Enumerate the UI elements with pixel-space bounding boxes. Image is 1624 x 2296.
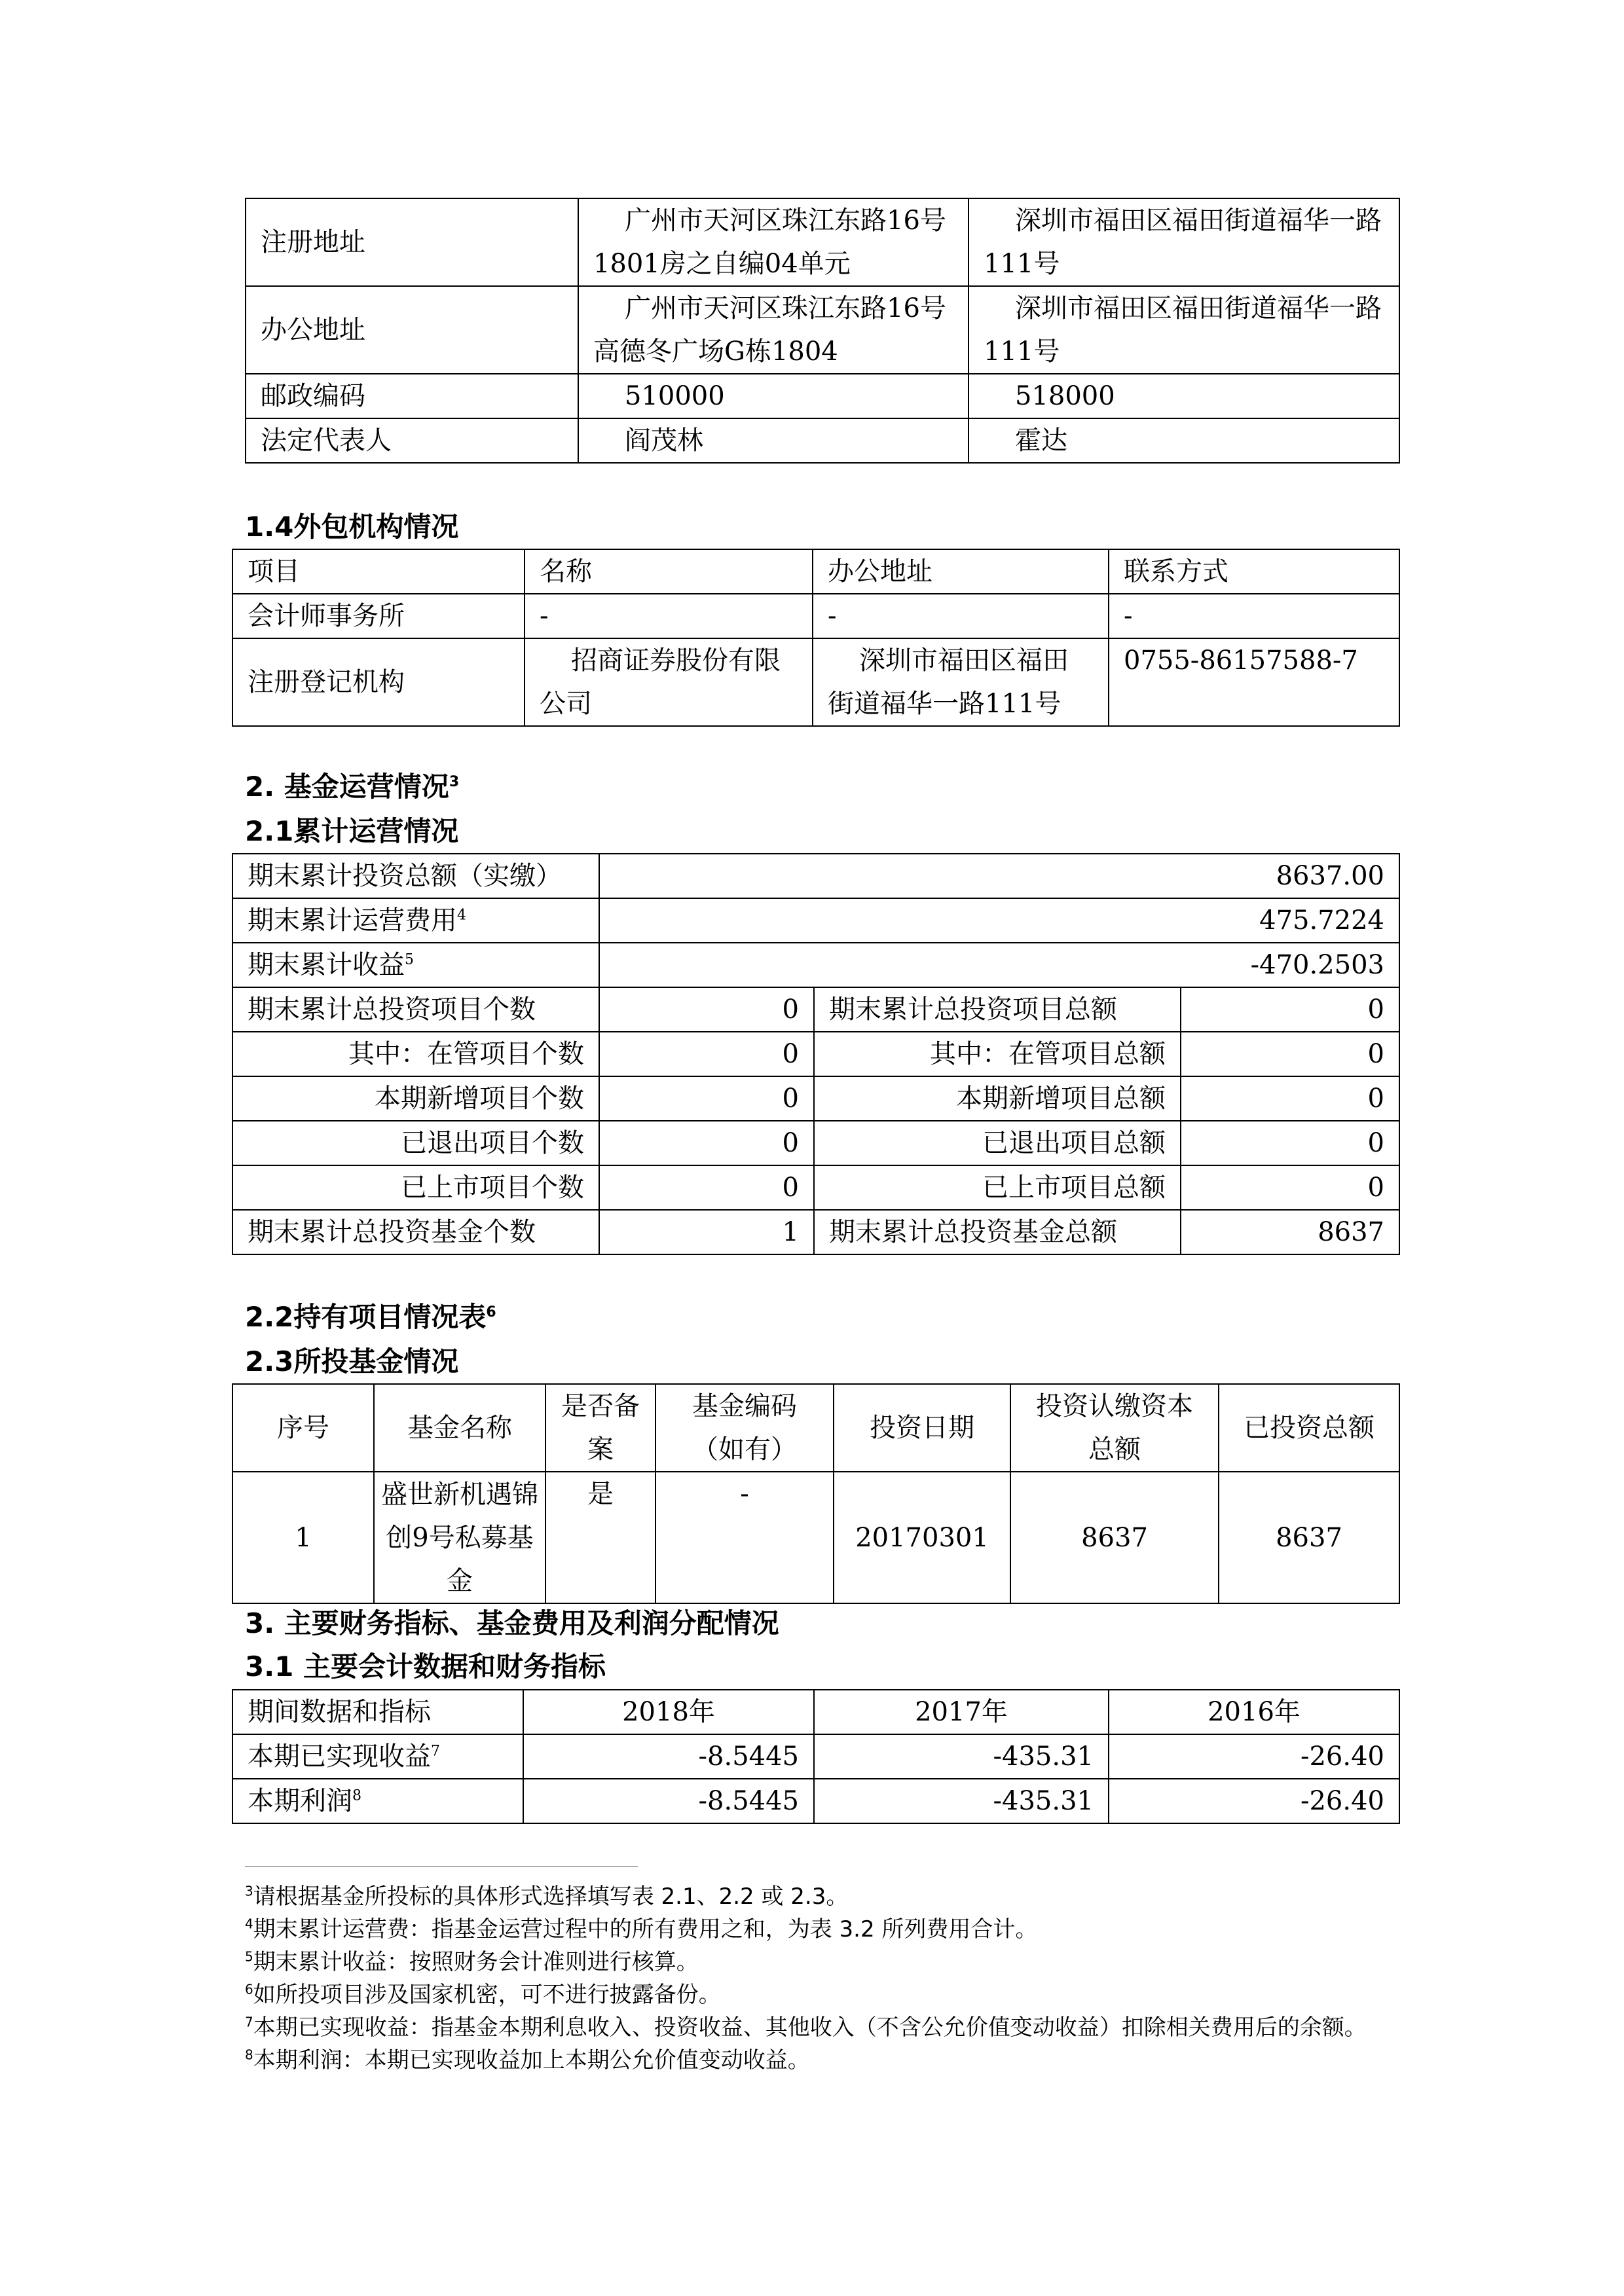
footnote	[245, 1880, 1397, 1913]
footnote	[245, 2044, 1397, 2077]
header-cell: 投资日期	[834, 1384, 1010, 1472]
header-cell: 2018年	[523, 1690, 814, 1734]
header-cell: 投资认缴资本总额	[1010, 1384, 1219, 1472]
fund-table-block	[232, 1383, 1400, 1604]
table-row	[232, 549, 1399, 594]
section-heading-2-text: 2. 基金运营情况	[245, 771, 449, 803]
header-cell: 是否备案	[545, 1384, 655, 1472]
row-label	[232, 1779, 523, 1823]
cell-label: 办公地址	[246, 286, 578, 374]
operations-summary-table	[232, 853, 1400, 988]
financial-indicators-table	[232, 1689, 1400, 1824]
grid-value: 0	[1181, 987, 1399, 1032]
grid-value: 0	[599, 1076, 814, 1121]
table-row	[232, 1032, 1399, 1076]
row-label	[232, 898, 599, 943]
row-value: 475.7224	[599, 898, 1399, 943]
section-heading-3: 3. 主要财务指标、基金费用及利润分配情况	[245, 1607, 779, 1639]
section-heading-2-3: 2.3所投基金情况	[245, 1345, 459, 1377]
footnote-number: 5	[245, 1948, 253, 1965]
row-label-text: 期末累计运营费用	[248, 905, 457, 936]
table-cell: 会计师事务所	[232, 594, 525, 638]
table-cell: -26.40	[1109, 1734, 1399, 1779]
footnote-ref: 3	[449, 774, 460, 790]
address-table	[245, 198, 1400, 464]
table-row	[232, 638, 1399, 726]
header-cell: 序号	[232, 1384, 374, 1472]
table-row	[246, 418, 1399, 463]
grid-value: 0	[599, 1032, 814, 1076]
table-cell: -435.31	[814, 1734, 1109, 1779]
footnote-text: 期末累计运营费：指基金运营过程中的所有费用之和，为表 3.2 所列费用合计。	[253, 1916, 1038, 1942]
table-row	[232, 1734, 1399, 1779]
cell-label: 注册地址	[246, 198, 578, 286]
table-cell: 注册登记机构	[232, 638, 525, 726]
cell-label: 邮政编码	[246, 374, 578, 418]
table-row	[232, 987, 1399, 1032]
address-table-block	[245, 198, 1400, 464]
table-row	[246, 286, 1399, 374]
cell-value: 深圳市福田区福田街道福华一路111号	[969, 286, 1399, 374]
cell-value: 广州市天河区珠江东路16号1801房之自编04单元	[578, 198, 969, 286]
footnote-ref: 8	[352, 1787, 361, 1804]
header-cell: 已投资总额	[1219, 1384, 1399, 1472]
footnote-ref: 4	[457, 907, 466, 924]
grid-value: 0	[1181, 1165, 1399, 1210]
header-cell: 2017年	[814, 1690, 1109, 1734]
grid-value: 0	[599, 1121, 814, 1165]
footnote-number: 4	[245, 1916, 253, 1932]
footnote	[245, 2011, 1397, 2044]
grid-label: 本期新增项目总额	[814, 1076, 1181, 1121]
section-heading-2-1: 2.1累计运营情况	[245, 815, 459, 847]
header-cell: 期间数据和指标	[232, 1690, 523, 1734]
table-row	[232, 1210, 1399, 1254]
grid-label: 已上市项目总额	[814, 1165, 1181, 1210]
invested-fund-table	[232, 1383, 1400, 1604]
table-row	[232, 1384, 1399, 1472]
cell-label: 法定代表人	[246, 418, 578, 463]
table-row	[232, 943, 1399, 987]
table-cell: -8.5445	[523, 1779, 814, 1823]
footnote	[245, 1978, 1397, 2011]
table-cell: -8.5445	[523, 1734, 814, 1779]
header-cell: 基金名称	[374, 1384, 545, 1472]
table-cell: 1	[232, 1472, 374, 1603]
grid-label: 期末累计总投资基金总额	[814, 1210, 1181, 1254]
grid-value: 0	[599, 1165, 814, 1210]
table-cell: 20170301	[834, 1472, 1010, 1603]
section-heading-2	[245, 767, 459, 807]
cell-value: 518000	[969, 374, 1399, 418]
grid-value: 1	[599, 1210, 814, 1254]
cell-value: 霍达	[969, 418, 1399, 463]
footnote-text: 本期利润：本期已实现收益加上本期公允价值变动收益。	[253, 2047, 810, 2073]
table-cell: -	[655, 1472, 834, 1603]
footnotes	[245, 1880, 1397, 2077]
operations-grid-table	[232, 987, 1400, 1255]
table-cell: 0755-86157588-7	[1109, 638, 1399, 726]
table-cell: 深圳市福田区福田街道福华一路111号	[813, 638, 1109, 726]
table-row	[232, 1076, 1399, 1121]
header-cell: 基金编码（如有）	[655, 1384, 834, 1472]
grid-value: 0	[1181, 1032, 1399, 1076]
footnote-ref: 5	[405, 951, 414, 968]
table-cell: 是	[545, 1472, 655, 1603]
grid-label: 其中：在管项目个数	[232, 1032, 599, 1076]
section-heading-2-2-text: 2.2持有项目情况表	[245, 1301, 487, 1333]
table-cell: 盛世新机遇锦创9号私募基金	[374, 1472, 545, 1603]
outsourcing-table-block	[232, 549, 1400, 727]
grid-value: 0	[1181, 1076, 1399, 1121]
row-label-text: 本期已实现收益	[248, 1741, 431, 1772]
table-cell: -	[525, 594, 813, 638]
table-row	[232, 1472, 1399, 1603]
footnote-number: 7	[245, 2014, 253, 2030]
row-label-text: 期末累计收益	[248, 950, 405, 980]
table-cell: -	[1109, 594, 1399, 638]
cell-value: 510000	[578, 374, 969, 418]
footnote	[245, 1946, 1397, 1978]
footnote-text: 如所投项目涉及国家机密，可不进行披露备份。	[253, 1982, 721, 2008]
header-cell: 项目	[232, 549, 525, 594]
header-cell: 办公地址	[813, 549, 1109, 594]
row-value: -470.2503	[599, 943, 1399, 987]
grid-label: 本期新增项目个数	[232, 1076, 599, 1121]
grid-label: 其中：在管项目总额	[814, 1032, 1181, 1076]
grid-label: 已退出项目个数	[232, 1121, 599, 1165]
table-cell: -435.31	[814, 1779, 1109, 1823]
row-label	[232, 1734, 523, 1779]
table-row	[246, 198, 1399, 286]
table-cell: 8637	[1010, 1472, 1219, 1603]
footnote-number: 6	[245, 1981, 253, 1997]
grid-label: 已上市项目个数	[232, 1165, 599, 1210]
table-row	[232, 898, 1399, 943]
row-label	[232, 943, 599, 987]
footnote-text: 请根据基金所投标的具体形式选择填写表 2.1、2.2 或 2.3。	[253, 1884, 849, 1910]
table-row	[246, 374, 1399, 418]
outsourcing-table	[232, 549, 1400, 727]
footnote-ref: 6	[486, 1304, 496, 1321]
table-cell: 8637	[1219, 1472, 1399, 1603]
footnote-text: 本期已实现收益：指基金本期利息收入、投资收益、其他收入（不含公允价值变动收益）扣除相关费用后的余额。	[253, 2014, 1367, 2041]
row-label-text: 本期利润	[248, 1786, 352, 1816]
table-row	[232, 854, 1399, 898]
financial-table-block	[232, 1689, 1400, 1824]
operations-table-block	[232, 853, 1400, 1255]
table-cell: -26.40	[1109, 1779, 1399, 1823]
section-heading-2-2	[245, 1298, 496, 1337]
footnote-number: 3	[245, 1883, 253, 1899]
grid-label: 期末累计总投资项目总额	[814, 987, 1181, 1032]
table-cell: 招商证券股份有限公司	[525, 638, 813, 726]
section-heading-3-1: 3.1 主要会计数据和财务指标	[245, 1650, 606, 1683]
footnote-number: 8	[245, 2047, 253, 2063]
grid-value: 8637	[1181, 1210, 1399, 1254]
row-label: 期末累计投资总额（实缴）	[232, 854, 599, 898]
cell-value: 深圳市福田区福田街道福华一路111号	[969, 198, 1399, 286]
section-heading-1-4: 1.4外包机构情况	[245, 511, 459, 543]
header-cell: 2016年	[1109, 1690, 1399, 1734]
table-row	[232, 1121, 1399, 1165]
footnote-separator	[245, 1866, 638, 1867]
table-cell: -	[813, 594, 1109, 638]
footnote-text: 期末累计收益：按照财务会计准则进行核算。	[253, 1949, 699, 1975]
cell-value: 阎茂林	[578, 418, 969, 463]
row-value: 8637.00	[599, 854, 1399, 898]
header-cell: 联系方式	[1109, 549, 1399, 594]
grid-label: 期末累计总投资基金个数	[232, 1210, 599, 1254]
grid-label: 已退出项目总额	[814, 1121, 1181, 1165]
table-row	[232, 1165, 1399, 1210]
footnote	[245, 1913, 1397, 1946]
grid-label: 期末累计总投资项目个数	[232, 987, 599, 1032]
cell-value: 广州市天河区珠江东路16号高德冬广场G栋1804	[578, 286, 969, 374]
header-cell: 名称	[525, 549, 813, 594]
table-row	[232, 594, 1399, 638]
table-row	[232, 1690, 1399, 1734]
grid-value: 0	[599, 987, 814, 1032]
grid-value: 0	[1181, 1121, 1399, 1165]
footnote-ref: 7	[431, 1743, 440, 1760]
table-row	[232, 1779, 1399, 1823]
